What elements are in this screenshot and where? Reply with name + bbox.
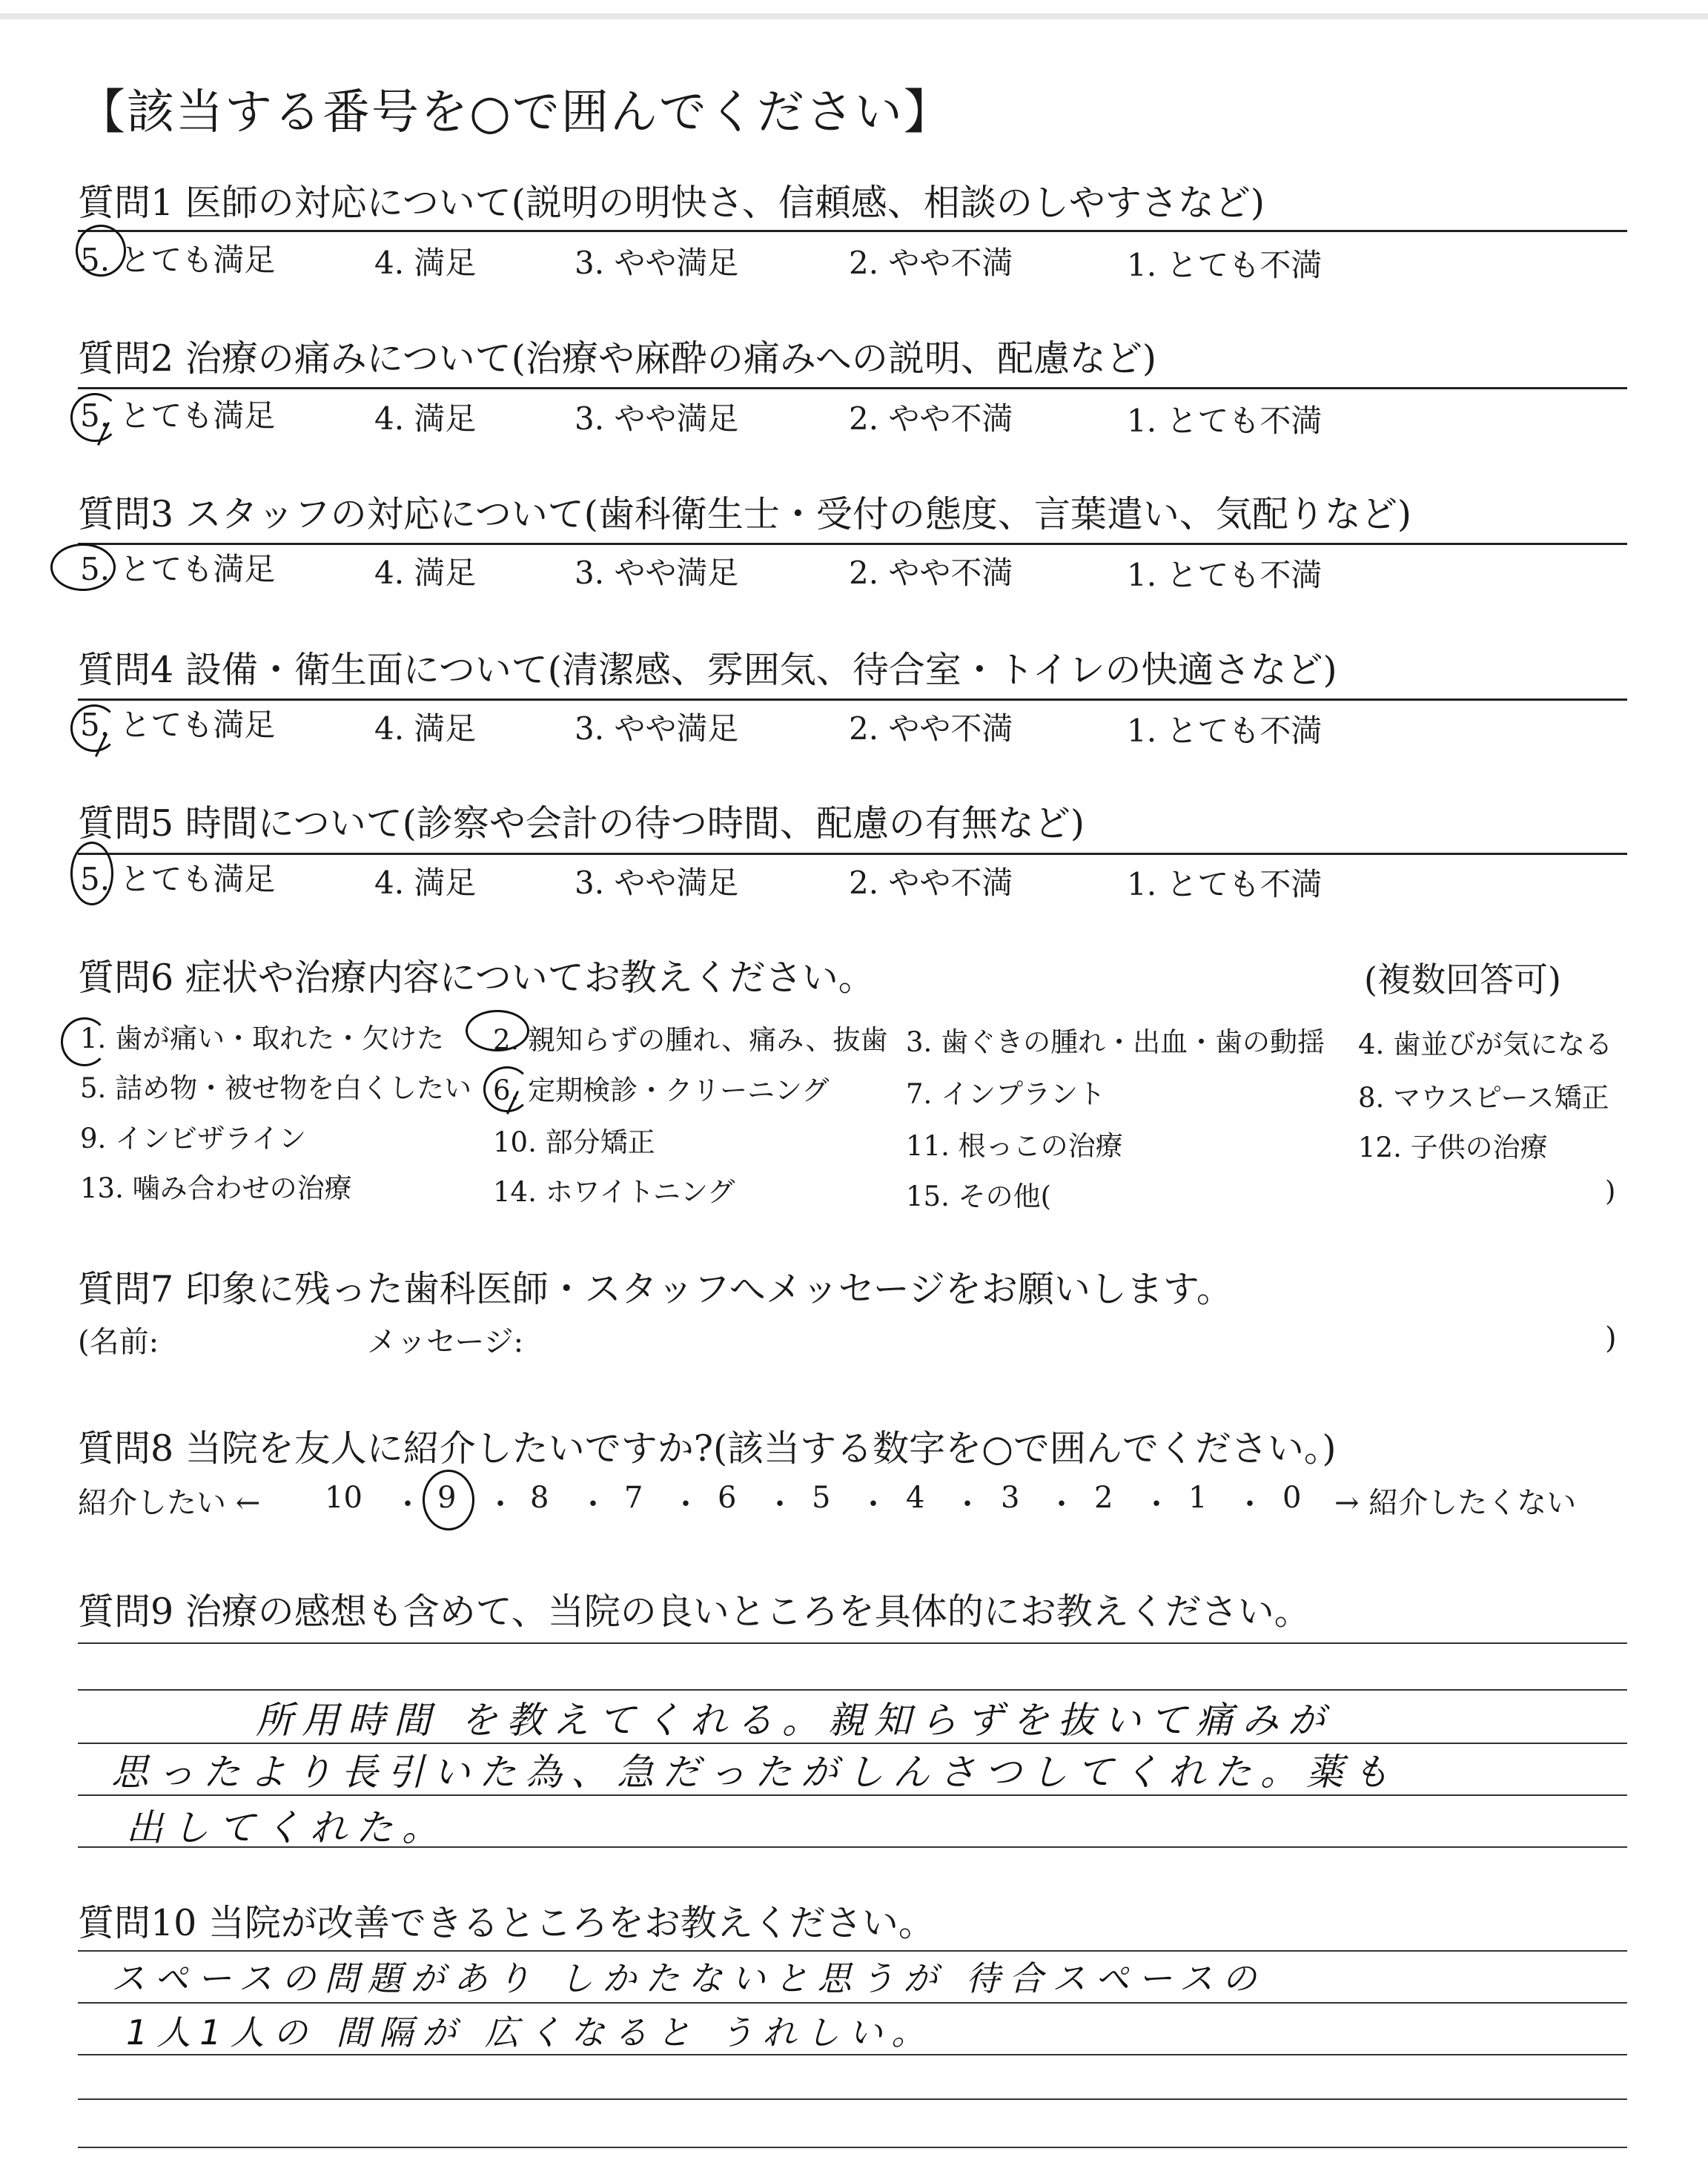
q5-option-2[interactable]: 2. やや不満: [849, 865, 1013, 901]
q6-item-2[interactable]: 2. 親知らずの腫れ、痛み、抜歯: [493, 1024, 888, 1056]
q7-close: ): [1605, 1321, 1617, 1355]
q1-rule: [78, 230, 1627, 232]
q8-dot: ・: [486, 1487, 515, 1522]
q6-item-1[interactable]: 1. 歯が痛い・取れた・欠けた: [80, 1023, 445, 1054]
q6-item-1-circle: [61, 1017, 108, 1066]
q8-score-1[interactable]: 1: [1188, 1481, 1208, 1515]
q7-heading: 質問7 印象に残った歯科医師・スタッフへメッセージをお願いします。: [78, 1268, 1233, 1310]
q10-handwritten-line-1: スペースの問題があり しかたないと思うが 待合スペースの: [111, 1958, 1265, 1998]
q8-score-6[interactable]: 6: [718, 1481, 737, 1515]
q5-heading: 質問5 時間について(診察や会計の待つ時間、配慮の有無など): [78, 802, 1085, 845]
q6-item-10[interactable]: 10. 部分矯正: [493, 1126, 655, 1158]
q10-answer-line: [78, 2002, 1627, 2004]
q2-option-2[interactable]: 2. やや不満: [849, 400, 1013, 437]
q3-option-5[interactable]: 5. とても満足: [80, 551, 276, 587]
q9-heading: 質問9 治療の感想も含めて、当院の良いところを具体的にお教えください。: [78, 1591, 1311, 1633]
q3-heading: 質問3 スタッフの対応について(歯科衛生士・受付の態度、言葉遣い、気配りなど): [78, 493, 1412, 535]
q5-option-5[interactable]: 5. とても満足: [80, 861, 276, 897]
q6-item-13[interactable]: 13. 噛み合わせの治療: [80, 1172, 352, 1204]
q8-recommend-label: 紹介したい ←: [78, 1486, 261, 1520]
q2-answer-circle: [70, 393, 119, 442]
q6-item-14[interactable]: 14. ホワイトニング: [493, 1176, 735, 1208]
q3-option-2[interactable]: 2. やや不満: [849, 555, 1013, 591]
q4-option-2[interactable]: 2. やや不満: [849, 710, 1013, 747]
q6-item-11[interactable]: 11. 根っこの治療: [906, 1130, 1123, 1162]
q8-score-5[interactable]: 5: [812, 1481, 831, 1515]
q8-score-4[interactable]: 4: [906, 1481, 925, 1515]
q6-item-12[interactable]: 12. 子供の治療: [1358, 1132, 1548, 1163]
q8-dot: ・: [953, 1487, 982, 1522]
q8-dot: ・: [1235, 1487, 1265, 1522]
q5-rule: [78, 853, 1627, 855]
q2-option-1[interactable]: 1. とても不満: [1127, 403, 1323, 439]
q8-not-recommend-label: → 紹介したくない: [1334, 1486, 1577, 1520]
q9-answer-line: [78, 1642, 1627, 1644]
q4-option-1[interactable]: 1. とても不満: [1127, 713, 1323, 749]
q10-heading: 質問10 当院が改善できるところをお教えください。: [78, 1902, 935, 1944]
q8-dot: ・: [578, 1487, 608, 1522]
q4-answer-circle: [70, 704, 118, 752]
scan-top-edge: [0, 13, 1708, 19]
q8-score-2[interactable]: 2: [1094, 1481, 1113, 1515]
q1-option-4[interactable]: 4. 満足: [374, 245, 477, 281]
q4-option-4[interactable]: 4. 満足: [374, 710, 477, 747]
q6-item-7[interactable]: 7. インプラント: [906, 1078, 1106, 1110]
q6-item-15-close: ): [1605, 1175, 1616, 1207]
q8-score-8[interactable]: 8: [530, 1481, 549, 1515]
q1-option-1[interactable]: 1. とても不満: [1127, 247, 1323, 283]
q4-option-5[interactable]: 5. とても満足: [80, 707, 276, 743]
q3-option-1[interactable]: 1. とても不満: [1127, 557, 1323, 593]
q2-option-5[interactable]: 5. とても満足: [80, 397, 276, 434]
q5-option-3[interactable]: 3. やや満足: [575, 865, 739, 901]
q3-option-4[interactable]: 4. 満足: [374, 555, 477, 591]
q8-dot: ・: [1142, 1487, 1171, 1522]
q8-score-3[interactable]: 3: [1001, 1481, 1020, 1515]
q8-dot: ・: [1047, 1487, 1076, 1522]
q6-item-3[interactable]: 3. 歯ぐきの腫れ・出血・歯の動揺: [906, 1026, 1325, 1058]
q1-option-3[interactable]: 3. やや満足: [575, 245, 739, 281]
q8-dot: ・: [765, 1487, 795, 1522]
q6-item-5[interactable]: 5. 詰め物・被せ物を白くしたい: [80, 1072, 472, 1104]
q7-message-label: メッセージ:: [367, 1325, 524, 1359]
q6-item-6-circle: [483, 1066, 531, 1112]
q7-name-label: (名前:: [78, 1325, 159, 1359]
q10-answer-line: [78, 2098, 1627, 2100]
q6-item-8[interactable]: 8. マウスピース矯正: [1358, 1082, 1609, 1114]
form-instructions: 【該当する番号を○で囲んでください】: [78, 85, 953, 140]
q6-item-2-circle: [466, 1010, 529, 1051]
q3-answer-circle: [50, 544, 116, 591]
q8-score-10[interactable]: 10: [325, 1481, 363, 1515]
q5-option-1[interactable]: 1. とても不満: [1127, 866, 1323, 902]
q6-heading: 質問6 症状や治療内容についてお教えください。: [78, 957, 875, 999]
q6-item-4[interactable]: 4. 歯並びが気になる: [1358, 1028, 1613, 1060]
q2-rule: [78, 387, 1627, 389]
q9-handwritten-line-2: 思ったより長引いた為、急だったがしんさつしてくれた。薬も: [111, 1751, 1398, 1794]
q9-handwritten-line-3: 出してくれた。: [126, 1806, 448, 1849]
q4-heading: 質問4 設備・衛生面について(清潔感、雰囲気、待合室・トイレの快適さなど): [78, 649, 1337, 691]
q6-item-6[interactable]: 6. 定期検診・クリーニング: [493, 1074, 830, 1106]
q6-item-9[interactable]: 9. インビザライン: [80, 1123, 306, 1155]
q10-handwritten-line-2: 1人1人の 間隔が 広くなると うれしい。: [126, 2012, 935, 2052]
q6-item-15[interactable]: 15. その他(: [906, 1180, 1052, 1212]
q3-option-3[interactable]: 3. やや満足: [575, 555, 739, 591]
q5-answer-circle: [70, 842, 113, 905]
q8-score-9[interactable]: 9: [437, 1481, 457, 1515]
q2-option-3[interactable]: 3. やや満足: [575, 400, 739, 437]
q8-dot: ・: [671, 1487, 701, 1522]
q2-heading: 質問2 治療の痛みについて(治療や麻酔の痛みへの説明、配慮など): [78, 337, 1157, 380]
q1-option-5[interactable]: 5. とても満足: [80, 242, 276, 278]
q9-handwritten-line-1: 所用時間 を教えてくれる。親知らずを抜いて痛みが: [256, 1699, 1334, 1742]
q1-heading: 質問1 医師の対応について(説明の明快さ、信頼感、相談のしやすさなど): [78, 182, 1265, 224]
q8-answer-circle: [423, 1470, 474, 1530]
q1-answer-circle: [76, 225, 126, 277]
q8-dot: ・: [393, 1487, 423, 1522]
q4-option-3[interactable]: 3. やや満足: [575, 710, 739, 747]
q1-option-2[interactable]: 2. やや不満: [849, 245, 1013, 281]
q8-dot: ・: [858, 1487, 888, 1522]
q2-option-4[interactable]: 4. 満足: [374, 400, 477, 437]
q8-score-0[interactable]: 0: [1282, 1481, 1302, 1515]
q5-option-4[interactable]: 4. 満足: [374, 865, 477, 901]
q4-rule: [78, 698, 1627, 701]
q3-rule: [78, 543, 1627, 545]
q8-score-7[interactable]: 7: [624, 1481, 643, 1515]
q6-multiple-answer-note: (複数回答可): [1364, 960, 1561, 1000]
q10-answer-line: [78, 2147, 1627, 2148]
q8-heading: 質問8 当院を友人に紹介したいですか?(該当する数字を○で囲んでください。): [78, 1427, 1337, 1470]
